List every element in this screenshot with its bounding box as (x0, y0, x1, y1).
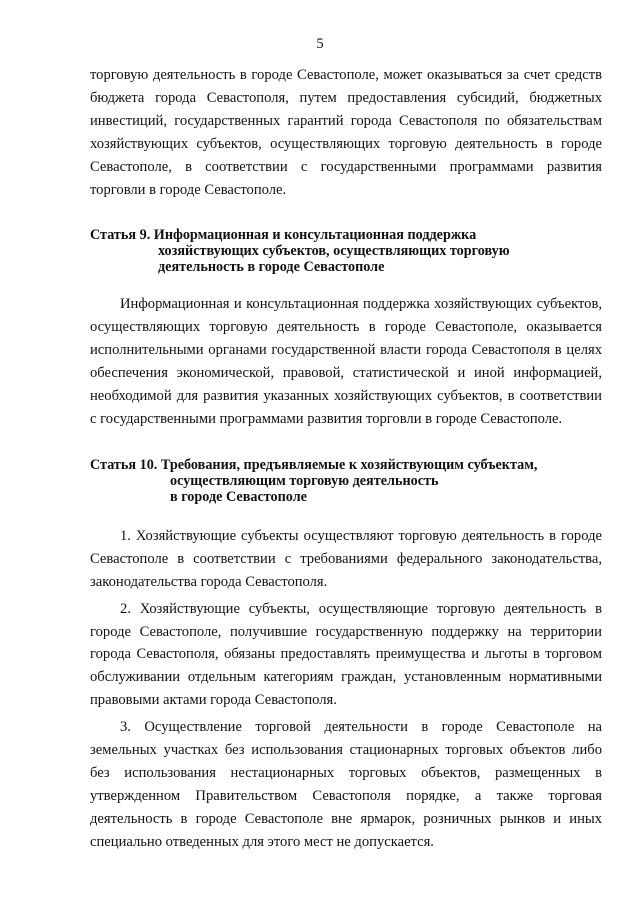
article-10-heading-line: в городе Севастополе (170, 488, 307, 505)
intro-line: бюджетных инвестиций, государственных гарантий города Севастополя по (90, 89, 602, 129)
intro-line: средств бюджета города Севастополя, путем предоставления субсидий, (90, 67, 602, 106)
page-number: 5 (316, 36, 324, 52)
intro-line: программами развития торговли в городе Севастополе. (90, 158, 602, 198)
intro-paragraph (90, 64, 602, 201)
article-10-point-1: 1. Хозяйствующие субъекты осуществляют торговую деятельность в городе Севастополе в соответствии с требованиями федерального законодательства, законодательства города Севастополя. (90, 527, 602, 590)
article-9-text: Информационная и консультационная поддержка хозяйствующих субъектов, осуществляющих торговую деятельность в городе Севастополе, оказывается исполнительными органами государственной власти города Севастополя в целях обеспечения экономической, правовой, статистической и иной информацией, необходимой для развития указанных хозяйствующих субъектов, в соответствии с государственными программами развития торговли в городе Севастополе. (90, 296, 602, 427)
article-10-point-2: 2. Хозяйствующие субъекты, осуществляющие торговую деятельность в городе Севастополе, получившие государственную поддержку на территории города Севастополя, обязаны предоставлять преимущества и льготы в торговом обслуживании отдельным категориям граждан, установленным нормативными правовыми актами города Севастополя. (90, 600, 602, 709)
article-10-heading-line: Статья 10. Требования, предъявляемые к хозяйствующим субъектам, (90, 456, 538, 473)
article-9-heading (90, 227, 602, 275)
article-9-heading-line: Статья 9. Информационная и консультационная поддержка (90, 227, 477, 244)
article-9-heading-line: хозяйствующих субъектов, осуществляющих торговую (158, 243, 510, 260)
article-10-heading-line: осуществляющим торговую деятельность (170, 472, 439, 489)
document-body (90, 64, 602, 854)
intro-line: деятельность в городе Севастополе, в соответствии с государственными (90, 135, 602, 175)
intro-line: торговую деятельность в городе Севастополе, может оказываться за счет (90, 67, 551, 83)
article-10-heading (90, 457, 602, 505)
article-10-point-3: 3. Осуществление торговой деятельности в городе Севастополе на земельных участках без использования стационарных торговых объектов либо без использования нестационарных торговых объектов, размещенных в утвержденном Правительством Севастополя порядке, а также торговая деятельность в городе Севастополе вне ярмарок, розничных рынков и иных специально отведенных для этого мест не допускается. (90, 719, 602, 850)
intro-line: обязательствам хозяйствующих субъектов, осуществляющих торговую (90, 112, 602, 152)
article-9-heading-line: деятельность в городе Севастополе (158, 259, 385, 276)
